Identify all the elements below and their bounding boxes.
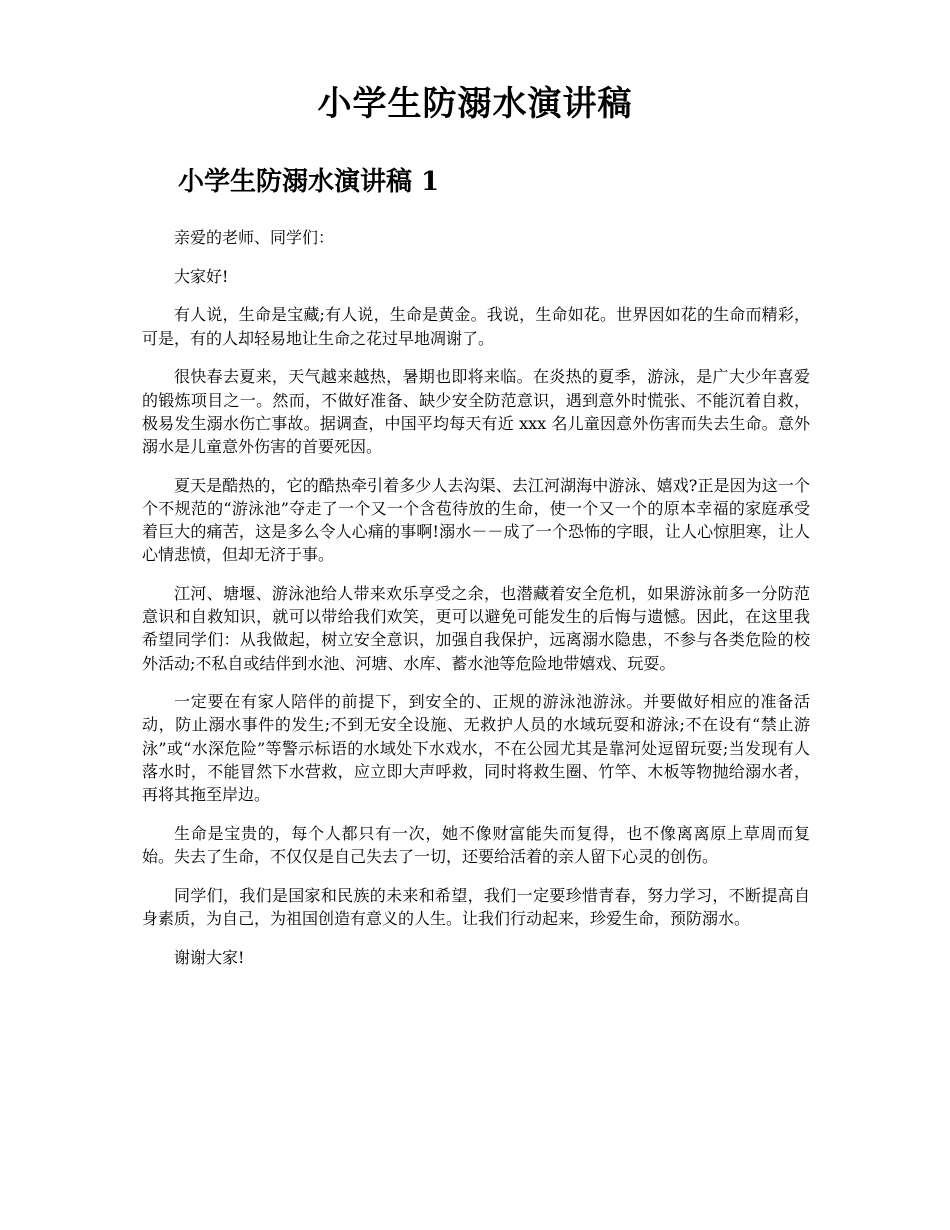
salutation-paragraph: 亲爱的老师、同学们： [174,228,335,247]
document-title: 小学生防溺水演讲稿 [317,84,633,124]
body-paragraph: 很快春去夏来，天气越来越热，暑期也即将来临。在炎热的夏季，游泳，是广大少年喜爱的锻炼项目之一。然而，不做好准备、缺少安全防范意识，遇到意外时慌张、不能沉着自救，极易发生溺水伤亡事故。据调查，中国平均每天有近 xxx 名儿童因意外伤害而失去生命。意外溺水是儿童意外伤害的首要死因。 [142,367,810,456]
speech-body [142,226,810,984]
greeting-paragraph: 大家好! [174,266,229,286]
body-paragraph: 生命是宝贵的，每个人都只有一次，她不像财富能失而复得，也不像离离原上草周而复始。失去了生命，不仅仅是自己失去了一切，还要给活着的亲人留下心灵的创伤。 [142,823,810,866]
body-paragraph: 一定要在有家人陪伴的前提下，到安全的、正规的游泳池游泳。并要做好相应的准备活动，防止溺水事件的发生;不到无安全设施、无救护人员的水域玩耍和游泳;不在设有“禁止游泳”或“水深危险”等警示标语的水域处下水戏水，不在公园尤其是靠河处逗留玩耍;当发现有人落水时，不能冒然下水营救，应立即大声呼救，同时将救生圈、竹竿、木板等物抛给溺水者，再将其拖至岸边。 [142,692,810,805]
body-paragraph: 夏天是酷热的，它的酷热牵引着多少人去沟渠、去江河湖海中游泳、嬉戏?正是因为这一个个不规范的“游泳池”夺走了一个又一个含苞待放的生命，使一个又一个的原本幸福的家庭承受着巨大的痛苦，这是多么令人心痛的事啊!溺水－－成了一个恐怖的字眼，让人心惊胆寒，让人心情悲愤，但却无济于事。 [142,475,810,565]
body-paragraph: 有人说，生命是宝藏;有人说，生命是黄金。我说，生命如花。世界因如花的生命而精彩，可是，有的人却轻易地让生命之花过早地凋谢了。 [142,305,810,348]
closing-paragraph: 谢谢大家! [174,947,245,967]
body-paragraph: 同学们，我们是国家和民族的未来和希望，我们一定要珍惜青春，努力学习，不断提高自身素质，为自己，为祖国创造有意义的人生。让我们行动起来，珍爱生命，预防溺水。 [142,885,810,928]
body-paragraph: 江河、塘堰、游泳池给人带来欢乐享受之余，也潜藏着安全危机，如果游泳前多一分防范意识和自救知识，就可以带给我们欢笑，更可以避免可能发生的后悔与遗憾。因此，在这里我希望同学们：从我做起，树立安全意识，加强自我保护，远离溺水隐患，不参与各类危险的校外活动;不私自或结伴到水池、河塘、水库、蓄水池等危险地带嬉戏、玩耍。 [142,583,810,673]
section-heading: 小学生防溺水演讲稿 1 [178,167,440,197]
